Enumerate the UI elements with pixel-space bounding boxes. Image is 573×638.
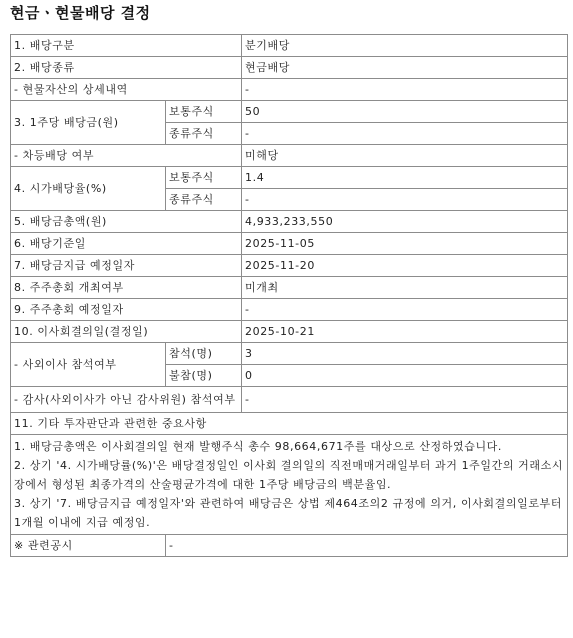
note-item: 3. 상기 '7. 배당금지급 예정일자'와 관련하여 배당금은 상법 제464조의2 규정에 의거, 이사회결의일로부터 1개월 이내에 지급 예정임.: [14, 497, 563, 529]
value-board-date: 2025-10-21: [242, 321, 568, 343]
label-outside-directors: - 사외이사 참석여부: [11, 343, 166, 387]
value-record-date: 2025-11-05: [242, 233, 568, 255]
label-dividend-type: 1. 배당구분: [11, 35, 242, 57]
value-directors-present: 3: [242, 343, 568, 365]
label-other-matters: 11. 기타 투자판단과 관련한 중요사항: [11, 413, 568, 435]
value-related-disclosure: -: [166, 535, 568, 557]
label-total-dividend: 5. 배당금총액(원): [11, 211, 242, 233]
label-payment-date: 7. 배당금지급 예정일자: [11, 255, 242, 277]
value-auditor-attendance: -: [242, 387, 568, 413]
sublabel-directors-present: 참석(명): [166, 343, 242, 365]
sublabel-dps-common: 보통주식: [166, 101, 242, 123]
value-total-dividend: 4,933,233,550: [242, 211, 568, 233]
row-other-matters-notes: [11, 435, 568, 535]
disclosure-table: [10, 34, 568, 557]
label-in-kind-detail: - 현물자산의 상세내역: [11, 79, 242, 101]
label-record-date: 6. 배당기준일: [11, 233, 242, 255]
sublabel-yield-common: 보통주식: [166, 167, 242, 189]
label-differential-dividend: - 차등배당 여부: [11, 145, 242, 167]
row-record-date: [11, 233, 568, 255]
row-payment-date: [11, 255, 568, 277]
label-agm-held: 8. 주주총회 개최여부: [11, 277, 242, 299]
value-differential-dividend: 미해당: [242, 145, 568, 167]
label-dividend-per-share: 3. 1주당 배당금(원): [11, 101, 166, 145]
note-item: 2. 상기 '4. 시가배당률(%)'은 배당결정일인 이사회 결의일의 직전매매거래일부터 과거 1주일간의 거래소시장에서 형성된 최종가격의 산술평균가격에 대한 1주당 배당금의 백분율임.: [14, 459, 564, 491]
label-agm-date: 9. 주주총회 예정일자: [11, 299, 242, 321]
value-dps-preferred: -: [242, 123, 568, 145]
row-dividend-kind: [11, 57, 568, 79]
value-dividend-kind: 현금배당: [242, 57, 568, 79]
sublabel-yield-preferred: 종류주식: [166, 189, 242, 211]
row-in-kind-detail: [11, 79, 568, 101]
label-market-yield: 4. 시가배당율(%): [11, 167, 166, 211]
value-directors-absent: 0: [242, 365, 568, 387]
row-auditor-attendance: [11, 387, 568, 413]
row-board-date: [11, 321, 568, 343]
value-yield-preferred: -: [242, 189, 568, 211]
label-board-date: 10. 이사회결의일(결정일): [11, 321, 242, 343]
value-dividend-type: 분기배당: [242, 35, 568, 57]
value-payment-date: 2025-11-20: [242, 255, 568, 277]
row-yield-common: [11, 167, 568, 189]
page-title: 현금ㆍ현물배당 결정: [10, 4, 151, 22]
value-yield-common: 1.4: [242, 167, 568, 189]
label-dividend-kind: 2. 배당종류: [11, 57, 242, 79]
sublabel-dps-preferred: 종류주식: [166, 123, 242, 145]
sublabel-directors-absent: 불참(명): [166, 365, 242, 387]
row-agm-date: [11, 299, 568, 321]
other-matters-notes: [11, 435, 568, 535]
row-total-dividend: [11, 211, 568, 233]
row-dps-common: [11, 101, 568, 123]
row-differential-dividend: [11, 145, 568, 167]
row-outside-directors-present: [11, 343, 568, 365]
label-auditor-attendance: - 감사(사외이사가 아닌 감사위원) 참석여부: [11, 387, 242, 413]
value-dps-common: 50: [242, 101, 568, 123]
label-related-disclosure: ※ 관련공시: [11, 535, 166, 557]
row-dividend-type: [11, 35, 568, 57]
row-agm-held: [11, 277, 568, 299]
row-other-matters-header: [11, 413, 568, 435]
value-agm-held: 미개최: [242, 277, 568, 299]
value-in-kind-detail: -: [242, 79, 568, 101]
value-agm-date: -: [242, 299, 568, 321]
note-item: 1. 배당금총액은 이사회결의일 현재 발행주식 총수 98,664,671주를 대상으로 산정하였습니다.: [14, 440, 503, 453]
row-related-disclosure: [11, 535, 568, 557]
